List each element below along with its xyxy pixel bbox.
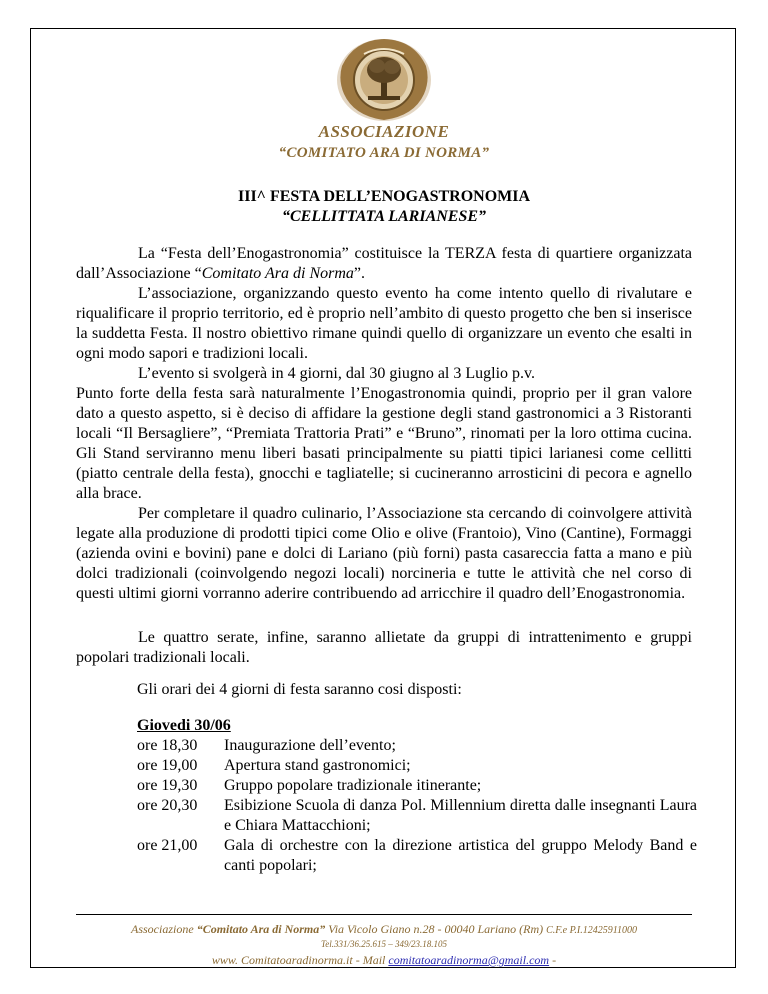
schedule-row: [137, 836, 697, 876]
schedule-time: ore 20,30: [137, 797, 198, 814]
schedule-desc: Esibizione Scuola di danza Pol. Millennium diretta dalle insegnanti Laura e Chiara Mattacchioni;: [224, 797, 697, 834]
paragraph-intro: [76, 244, 692, 284]
paragraph-food: Punto forte della festa sarà naturalmente l’Enogastronomia quindi, proprio per il gran valore dato a questo aspetto, si è deciso di affidare la gestione degli stand gastronomici a 3 Ristoranti locali “Il Bersagliere”, “Premiata Trattoria Prati” e “Bruno”, rinomati per la loro ottima cucina. Gli Stand serviranno menu liberi basati principalmente su piatti tipici larianesi come cellitti (piatto centrale della festa), gnocchi e tagliatelle; si cucineranno arrosticini di pecora e agnello alla brace.: [76, 385, 692, 502]
event-title: III^ FESTA DELL’ENOGASTRONOMIA: [237, 188, 531, 205]
schedule-time: ore 19,30: [137, 777, 198, 794]
org-name-line2: “COMITATO ARA DI NORMA”: [278, 145, 490, 161]
paragraph-dates: L’evento si svolgerà in 4 giorni, dal 30 giugno al 3 Luglio p.v.: [138, 365, 535, 382]
footer-contacts: [0, 953, 768, 968]
footer-street: Via Vicolo Giano n.28 - 00040 Lariano (Rm): [325, 922, 547, 936]
paragraph-products: Per completare il quadro culinario, l’Associazione sta cercando di coinvolgere attività legate alla produzione di prodotti tipici come Olio e olive (Frantoio), Vino (Cantine), Formaggi (azienda ovini e bovini) pane e dolci di Lariano (più forni) pasta casareccia fatta a mano e più dolci tradizionali (coinvolgendo negozi locali) norcineria e tutte le attività che nel corso di questi ultimi giorni vorranno aderire contribuendo ad arricchire il quadro dell’Enogastronomia.: [76, 505, 692, 602]
event-subtitle: “CELLITTATA LARIANESE”: [281, 208, 487, 225]
org-name-line1: ASSOCIAZIONE: [318, 122, 450, 141]
schedule-day: Giovedi 30/06: [137, 717, 231, 734]
schedule-row: [137, 796, 697, 836]
footer-website: www. Comitatoaradinorma.it - Mail: [211, 953, 389, 967]
footer-org-label: Associazione: [131, 922, 197, 936]
schedule-row: [137, 756, 697, 776]
intro-text-end: ”.: [353, 265, 366, 282]
schedule-time: ore 18,30: [137, 737, 198, 754]
schedule-row: [137, 736, 697, 756]
footer-email-link[interactable]: comitatoaradinorma@gmail.com: [388, 953, 550, 967]
paragraph-purpose: L’associazione, organizzando questo evento ha come intento quello di rivalutare e riqualificare il proprio territorio, ed è proprio nell’ambito di questo progetto che ben si inserisce la suddetta Festa. Il nostro obiettivo rimane quindi quello di organizzare un evento che esalti in ogni modo sapori e tradizioni locali.: [76, 285, 692, 362]
paragraph-entertainment: Le quattro serate, infine, saranno allietate da gruppi di intrattenimento e gruppi popolari tradizionali locali.: [76, 629, 692, 666]
paragraph-schedule-intro: Gli orari dei 4 giorni di festa saranno cosi disposti:: [137, 681, 462, 698]
schedule-desc: Gala di orchestre con la direzione artistica del gruppo Melody Band e canti popolari;: [224, 837, 697, 874]
intro-org-name: Comitato Ara di Norma: [201, 265, 354, 282]
intro-text: La “Festa dell’Enogastronomia” costituisce la TERZA festa di quartiere organizzata dall’Associazione “: [76, 245, 692, 282]
footer-address: [0, 922, 768, 937]
schedule: [137, 716, 697, 876]
footer-org-name: “Comitato Ara di Norma”: [196, 922, 326, 936]
schedule-desc: Inaugurazione dell’evento;: [224, 737, 396, 754]
association-seal-icon: [334, 36, 434, 122]
schedule-desc: Gruppo popolare tradizionale itinerante;: [224, 777, 482, 794]
footer-phone: Tel.331/36.25.615 – 349/23.18.105: [321, 939, 447, 949]
footer-divider: [76, 914, 692, 915]
schedule-time: ore 21,00: [137, 837, 198, 854]
footer-tail: -: [549, 953, 557, 967]
schedule-time: ore 19,00: [137, 757, 198, 774]
schedule-row: [137, 776, 697, 796]
footer-tax-id: C.F.e P.I.12425911000: [546, 925, 637, 936]
schedule-desc: Apertura stand gastronomici;: [224, 757, 411, 774]
